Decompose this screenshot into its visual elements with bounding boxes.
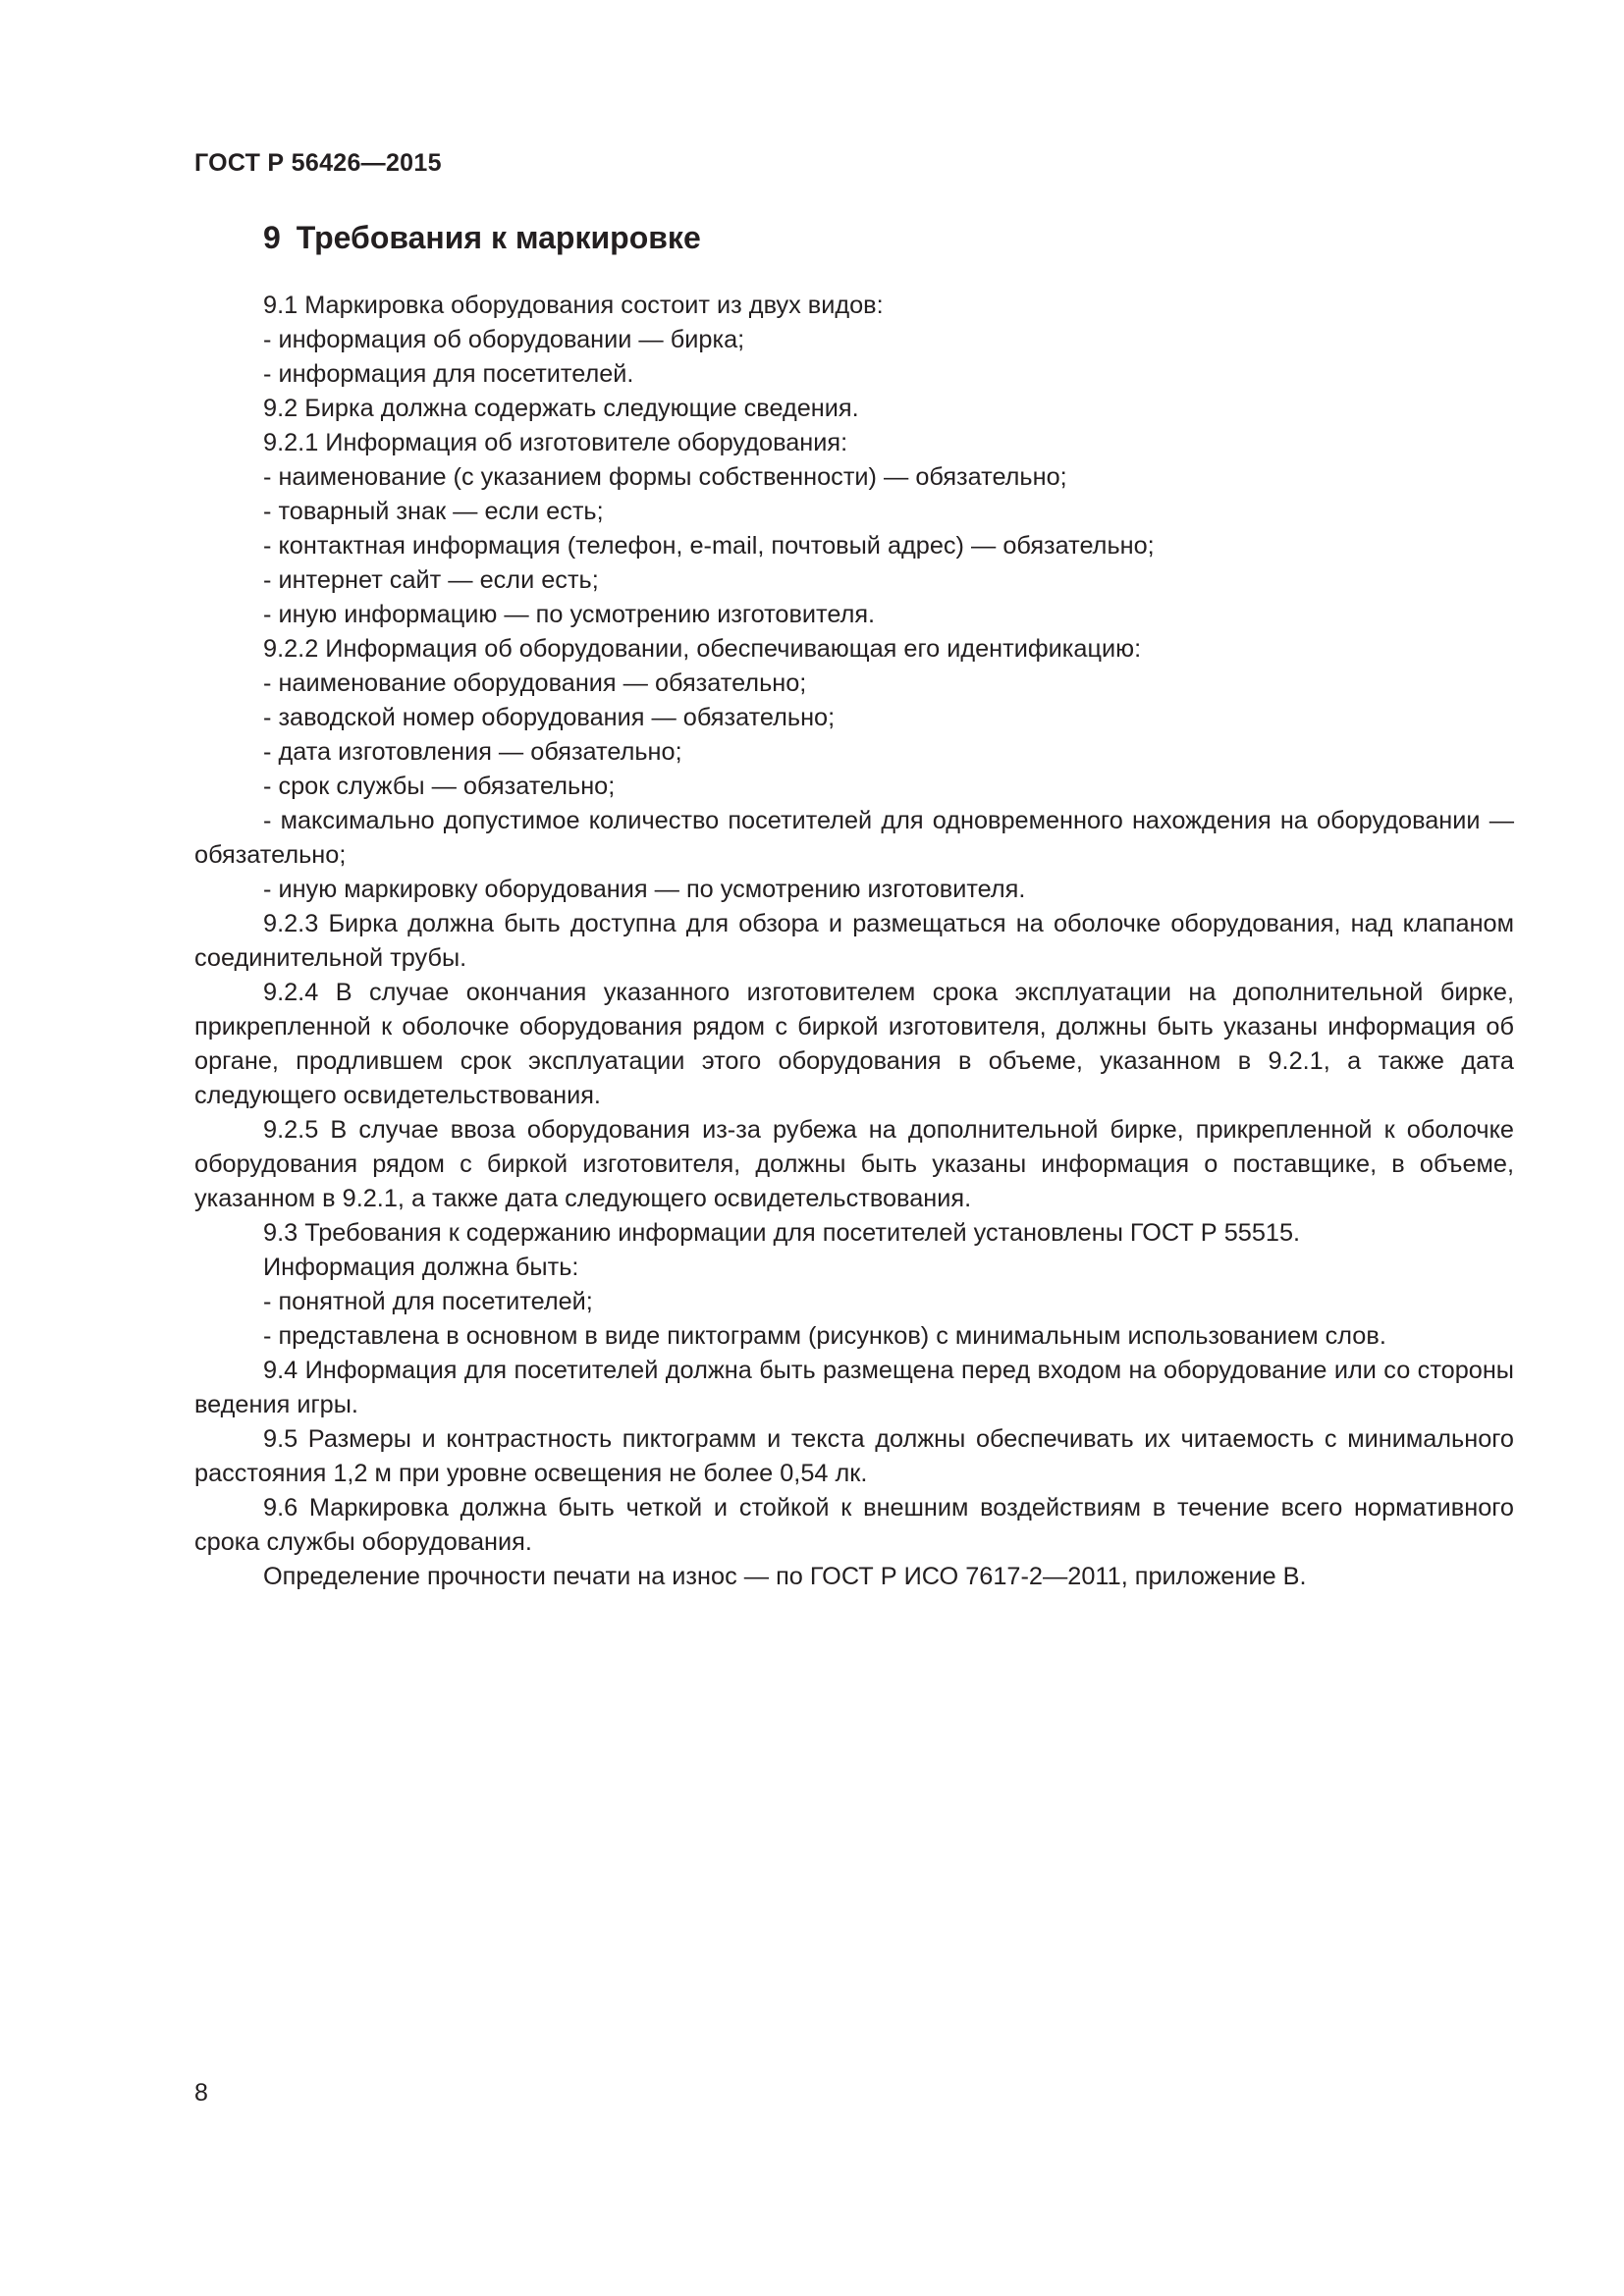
- list-item-contacts: - контактная информация (телефон, e-mail, почтовый адрес) — обязательно;: [263, 532, 1155, 560]
- list-item-pictograms: - представлена в основном в виде пиктограмм (рисунков) с минимальным использованием слов.: [263, 1322, 1386, 1350]
- list-item-trademark: - товарный знак — если есть;: [263, 498, 604, 525]
- paragraph-9-2: 9.2 Бирка должна содержать следующие сведения.: [263, 395, 859, 422]
- list-item-visitors-info: - информация для посетителей.: [263, 360, 634, 388]
- paragraph-9-2-5: 9.2.5 В случае ввоза оборудования из-за рубежа на дополнительной бирке, прикрепленной к оболочке оборудования рядом с биркой изготовителя, должны быть указаны информация о поставщике, в объеме, указанном в 9.2.1, а также дата следующего освидетельствования.: [194, 1116, 1514, 1212]
- list-item-serial-number: - заводской номер оборудования — обязательно;: [263, 704, 836, 731]
- list-item-name: - наименование (с указанием формы собственности) — обязательно;: [263, 463, 1067, 491]
- paragraph-info-requirements: Информация должна быть:: [263, 1254, 579, 1281]
- paragraph-9-6: 9.6 Маркировка должна быть четкой и стойкой к внешним воздействиям в течение всего нормативного срока службы оборудования.: [194, 1494, 1514, 1556]
- paragraph-wear-resistance: Определение прочности печати на износ — по ГОСТ Р ИСО 7617-2—2011, приложение В.: [263, 1563, 1307, 1590]
- paragraph-9-2-1: 9.2.1 Информация об изготовителе оборудования:: [263, 429, 848, 456]
- paragraph-9-3: 9.3 Требования к содержанию информации для посетителей установлены ГОСТ Р 55515.: [263, 1219, 1301, 1247]
- list-item-other-marking: - иную маркировку оборудования — по усмотрению изготовителя.: [263, 876, 1026, 903]
- section-title-text: Требования к маркировке: [296, 220, 701, 255]
- paragraph-9-2-3: 9.2.3 Бирка должна быть доступна для обзора и размещаться на оболочке оборудования, над клапаном соединительной трубы.: [194, 910, 1514, 972]
- list-item-equipment-name: - наименование оборудования — обязательно;: [263, 669, 807, 697]
- section-heading: [263, 220, 701, 256]
- list-item-max-visitors: - максимально допустимое количество посетителей для одновременного нахождения на оборудовании — обязательно;: [194, 807, 1514, 869]
- list-item-understandable: - понятной для посетителей;: [263, 1288, 593, 1315]
- paragraph-9-5: 9.5 Размеры и контрастность пиктограмм и текста должны обеспечивать их читаемость с минимального расстояния 1,2 м при уровне освещения не более 0,54 лк.: [194, 1425, 1514, 1487]
- list-item-manufacture-date: - дата изготовления — обязательно;: [263, 738, 682, 766]
- document-code-header: ГОСТ Р 56426—2015: [194, 149, 442, 177]
- paragraph-9-2-2: 9.2.2 Информация об оборудовании, обеспечивающая его идентификацию:: [263, 635, 1142, 663]
- list-item-service-life: - срок службы — обязательно;: [263, 773, 616, 800]
- list-item-other-info: - иную информацию — по усмотрению изготовителя.: [263, 601, 876, 628]
- section-number: 9: [263, 220, 281, 255]
- list-item-tag: - информация об оборудовании — бирка;: [263, 326, 745, 353]
- paragraph-9-1: 9.1 Маркировка оборудования состоит из двух видов:: [263, 292, 884, 319]
- paragraph-9-2-4: 9.2.4 В случае окончания указанного изготовителем срока эксплуатации на дополнительной бирке, прикрепленной к оболочке оборудования рядом с биркой изготовителя, должны быть указаны информация об органе, продлившем срок эксплуатации этого оборудования в объеме, указанном в 9.2.1, а также дата следующего освидетельствования.: [194, 979, 1514, 1109]
- page-number: 8: [194, 2079, 208, 2107]
- section-body: [194, 289, 1514, 1594]
- list-item-website: - интернет сайт — если есть;: [263, 566, 599, 594]
- paragraph-9-4: 9.4 Информация для посетителей должна быть размещена перед входом на оборудование или со стороны ведения игры.: [194, 1357, 1514, 1418]
